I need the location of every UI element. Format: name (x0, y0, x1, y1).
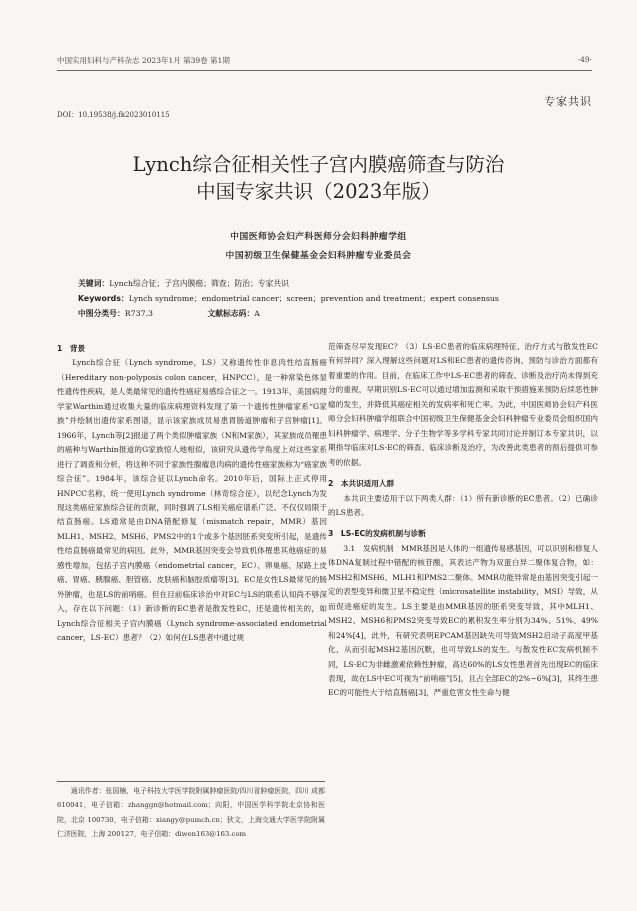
keywords-en (78, 292, 577, 305)
article-title (0, 151, 637, 205)
keywords-en-label: Keywords： (78, 294, 129, 303)
author-line-2: 中国初级卫生保健基金会妇科肿瘤专业委员会 (225, 251, 412, 261)
doc-value: A (254, 309, 260, 318)
journal-info: 中国实用妇科与产科杂志 2023年1月 第39卷 第1期 (57, 56, 230, 65)
clc-value: R737.3 (124, 309, 153, 318)
clc-label: 中图分类号： (78, 309, 125, 318)
left-column (57, 342, 327, 646)
footnote-text: 通讯作者：张国楠，电子科技大学医学院附属肿瘤医院/四川省肿瘤医院，四川 成都 610041，电子信箱：zhanggn@hotmail.com；向阳，中国医学科学院北京协和医院，北京 100730，电子信箱：xiangy@pumch.cn；狄文，上海交通大学医学院附属仁济医院，上海 200127，电子信箱：diwen163@163.com (57, 787, 325, 838)
authors (0, 228, 637, 266)
section-tag: 专家共识 (544, 95, 592, 108)
title-line-2: 中国专家共识（2023年版） (196, 180, 441, 203)
classification (78, 307, 577, 320)
doi[interactable]: DOI：10.19538/j.fk2023010115 (57, 111, 170, 119)
keywords-cn (78, 277, 577, 290)
body-paragraph: 本共识主要适用于以下两类人群：（1）所有新诊断的EC患者。（2）已确诊的LS患者。 (328, 493, 598, 517)
page-number: ·49· (577, 55, 592, 64)
spacer (328, 520, 598, 527)
doc-label: 文献标志码： (207, 309, 255, 318)
section-heading-2: 2 本共识适用人群 (328, 479, 395, 489)
doc-code (207, 309, 285, 318)
keywords-cn-label: 关键词： (78, 279, 110, 288)
keywords-en-text: Lynch syndrome；endometrial cancer；screen；prevention and treatment；expert consensus (128, 294, 499, 303)
spacer (328, 470, 598, 477)
body-paragraph: 范筛查尽早发现EC？（3）LS-EC患者的临床病理特征、治疗方式与散发性EC有何异同？深入理解这些问题对LS和EC患者的遗传咨询、预防与诊治方面都有着重要的作用。目前，在临床工作中LS-EC患者的筛查、诊断及治疗尚未得到充分的重视，早期识别LS-EC可以通过增加监测和采取干预措施来预防后续恶性肿瘤的发生，并降低其癌症相关的发病率和死亡率。为此，中国医师协会妇产科医师分会妇科肿瘤学组联合中国初级卫生保健基金会妇科肿瘤专业委员会组织国内妇科肿瘤学、病理学、分子生物学等多学科专家共同讨论并制订本专家共识，以期指导临床对LS-EC的筛查、临床诊断及治疗，为改善此类患者的预后提供可参考的依据。 (328, 342, 598, 467)
author-line-1: 中国医师协会妇产科医师分会妇科肿瘤学组 (230, 232, 407, 242)
clc-code (78, 309, 179, 318)
right-column (328, 340, 598, 701)
section-heading-1: 1 背景 (57, 344, 86, 353)
body-paragraph: Lynch综合征（Lynch syndrome，LS）又称遗传性非息肉性结直肠癌（Hereditary non-polyposis colon cancer，HNPCC），是一种常染色体显性遗传性疾病，是人类最常见的遗传性癌症易感综合征之一。1913年，美国病理学家Warthin通过收集大量的临床病理资料发现了第一个遗传性肿瘤家系“G家族”并绘制出遗传家系图谱，显示该家族成员易患胃肠道肿瘤和子宫肿瘤[1]。1966年，Lynch等[2]报道了两个类似肿瘤家族（N和M家族），其家族成员罹患的癌种与Warthin报道的G家族惊人地相似，该研究从遗传学角度上对这些家系进行了调查和分析，将这种不同于家族性腺瘤息肉病的遗传性癌家族称为“癌家族综合征”。1984年，该综合征以Lynch命名。2010年后，国际上正式停用HNPCC名称，统一使用Lynch syndrome（林奇综合征），以纪念Lynch为发现这类癌症家族综合征的贡献，同时强调了LS相关癌症谱系广泛、不仅仅局限于结直肠癌。LS通常是由DNA错配修复（mismatch repair，MMR）基因MLH1、MSH2、MSH6、PMS2中的1个或多个基因胚系突变所引起，是遗传性结直肠癌最常见的病因。此外，MMR基因突变会导致机体罹患其他癌症的易感性增加，包括子宫内膜癌（endometrial cancer，EC）、卵巢癌、尿路上皮癌、胃癌、胰腺癌、胆管癌、皮肤癌和脑胶质瘤等[3]。EC是女性LS最常见的肠外肿瘤，也是LS的前哨癌。但在目前临床诊治中对EC与LS的联系认知尚不够深入，存在以下问题：（1）新诊断的EC患者是散发性EC，还是遗传相关的，如Lynch综合征相关子宫内膜癌（Lynch syndrome-associated endometrial cancer，LS-EC）患者？（2）如何在LS患者中通过规 (57, 358, 327, 643)
running-head (57, 55, 592, 71)
section-heading-3: 3 LS-EC的发病机制与诊断 (328, 529, 426, 539)
title-line-1: Lynch综合征相关性子宫内膜癌筛查与防治 (132, 153, 505, 176)
body-paragraph: 3.1 发病机制 MMR基因是人体的一组遗传易感基因，可以识别和修复人体DNA复制过程中错配的核苷酸，其表达产物为双蛋白异二聚体复合物，如：MSH2和MSH6、MLH1和PMS2二聚体。MMR功能异常是由基因突变引起一定的表型变异和微卫星不稳定性（microsatellite instability，MSI）导致，从而促进癌症的发生。LS主要是由MMR基因的胚系突变导致，其中MLH1、MSH2、MSH6和PMS2突变导致EC的累积发生率分别为34%、51%、49%和24%[4]，此外，有研究表明EPCAM基因缺失可导致MSH2启动子高度甲基化，从而引起MSH2基因沉默，也可导致LS的发生。与散发性EC发病机制不同，LS-EC为非雌激素依赖性肿瘤，高达60%的LS女性患者首先出现EC的临床表现，故在LS中EC可视为“前哨癌”[5]，且占全部EC的2%~6%[3]，其终生患EC的可能性大于结直肠癌[3]，严重危害女性生命与健 (328, 543, 598, 698)
corresponding-author-footnote (57, 781, 325, 841)
keywords-cn-text: Lynch综合征；子宫内膜癌；筛查；防治；专家共识 (109, 279, 289, 288)
